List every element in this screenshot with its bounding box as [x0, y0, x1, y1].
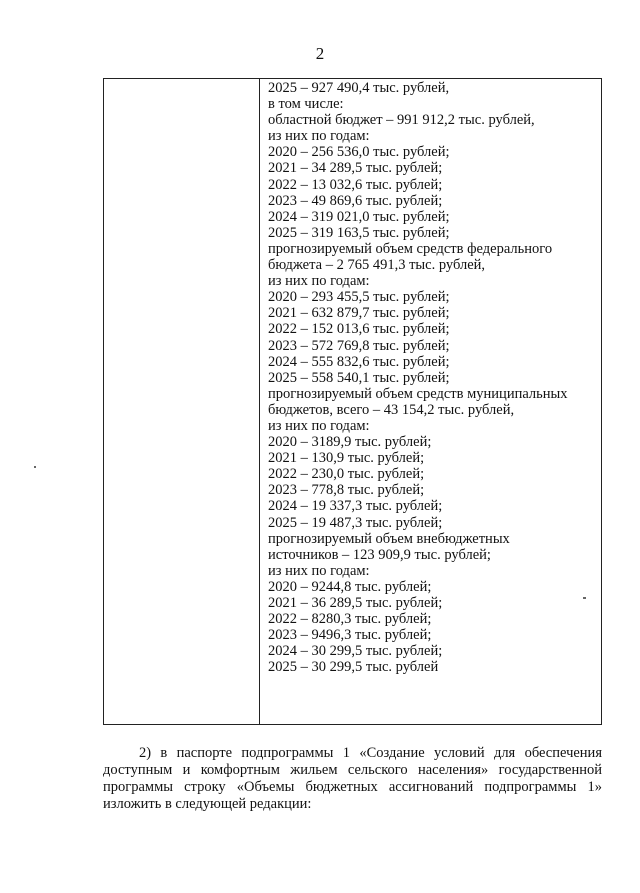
table-line: 2022 – 152 013,6 тыс. рублей;: [268, 321, 450, 338]
table-line: 2020 – 9244,8 тыс. рублей;: [268, 578, 432, 595]
table-line: из них по годам:: [268, 273, 370, 290]
table-line: источников – 123 909,9 тыс. рублей;: [268, 546, 491, 563]
table-line: 2023 – 9496,3 тыс. рублей;: [268, 627, 432, 644]
page-number: 2: [315, 44, 325, 63]
table-line: из них по годам:: [268, 562, 370, 579]
table-line: 2023 – 49 869,6 тыс. рублей;: [268, 192, 443, 209]
table-line: 2020 – 293 455,5 тыс. рублей;: [268, 289, 450, 306]
paragraph-line: 2) в паспорте подпрограммы 1 «Создание условий для обеспечения: [139, 745, 602, 761]
table-line: 2025 – 927 490,4 тыс. рублей,: [268, 80, 450, 96]
table-line: 2022 – 8280,3 тыс. рублей;: [268, 611, 432, 628]
table-line: 2025 – 558 540,1 тыс. рублей;: [268, 369, 450, 386]
table-line: прогнозируемый объем средств федерального: [268, 240, 553, 257]
table-line: 2022 – 13 032,6 тыс. рублей;: [268, 176, 443, 193]
table-line: из них по годам:: [268, 417, 370, 434]
budget-allocations-table: [103, 78, 602, 725]
table-line: 2021 – 632 879,7 тыс. рублей;: [268, 305, 450, 322]
table-line: 2025 – 319 163,5 тыс. рублей;: [268, 224, 450, 241]
paragraph-line: программы строку «Объемы бюджетных ассигнований подпрограммы 1»: [103, 779, 602, 795]
table-line: областной бюджет – 991 912,2 тыс. рублей,: [268, 112, 535, 129]
table-line: 2024 – 30 299,5 тыс. рублей;: [268, 643, 443, 660]
table-line: 2020 – 256 536,0 тыс. рублей;: [268, 144, 450, 161]
table-value-cell: [260, 79, 601, 724]
scan-speck: [583, 597, 586, 599]
table-line: 2022 – 230,0 тыс. рублей;: [268, 466, 425, 483]
table-line: 2025 – 30 299,5 тыс. рублей: [268, 659, 439, 676]
table-line: 2020 – 3189,9 тыс. рублей;: [268, 434, 432, 451]
table-line: прогнозируемый объем средств муниципальных: [268, 385, 568, 402]
table-line: бюджетов, всего – 43 154,2 тыс. рублей,: [268, 401, 515, 418]
table-line: 2021 – 36 289,5 тыс. рублей;: [268, 595, 443, 611]
scan-speck: [34, 466, 36, 468]
table-label-cell: [104, 79, 260, 724]
table-line: из них по годам:: [268, 128, 370, 145]
table-line: 2021 – 34 289,5 тыс. рублей;: [268, 160, 443, 177]
amendment-paragraph: [103, 745, 602, 813]
table-line: 2021 – 130,9 тыс. рублей;: [268, 450, 425, 467]
table-line: прогнозируемый объем внебюджетных: [268, 530, 510, 547]
table-line: 2023 – 572 769,8 тыс. рублей;: [268, 337, 450, 354]
table-line: в том числе:: [268, 96, 344, 113]
table-line: 2024 – 319 021,0 тыс. рублей;: [268, 208, 450, 225]
paragraph-line: изложить в следующей редакции:: [103, 796, 312, 812]
table-line: 2024 – 555 832,6 тыс. рублей;: [268, 353, 450, 370]
table-line: 2025 – 19 487,3 тыс. рублей;: [268, 514, 443, 531]
table-line: бюджета – 2 765 491,3 тыс. рублей,: [268, 257, 486, 274]
table-line: 2024 – 19 337,3 тыс. рублей;: [268, 498, 443, 515]
table-line: 2023 – 778,8 тыс. рублей;: [268, 482, 425, 499]
paragraph-line: доступным и комфортным жильем сельского населения» государственной: [103, 762, 602, 778]
